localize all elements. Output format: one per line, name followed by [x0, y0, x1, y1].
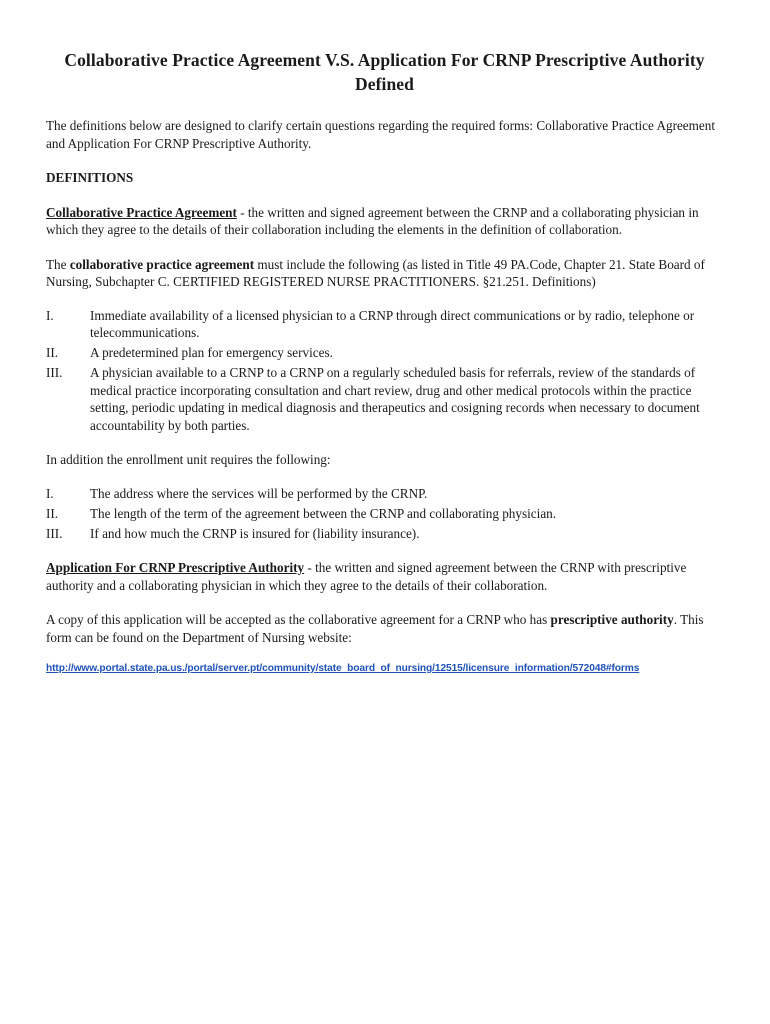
list-number: III. [46, 525, 63, 541]
definitions-heading: DEFINITIONS [46, 170, 134, 185]
page-title: Collaborative Practice Agreement V.S. Application For CRNP Prescriptive Authority Defined [64, 50, 705, 94]
cpa-definition-text: - the written and signed agreement between the CRNP and a collaborating physician in which they agree to the details of their collaboration including the elements in the definition of collaboration. [46, 204, 699, 237]
list-text: The address where the services will be performed by the CRNP. [90, 485, 428, 501]
list-item [46, 505, 723, 523]
list-number: III. [46, 365, 63, 380]
list-text: A predetermined plan for emergency services. [90, 345, 333, 360]
cpa-requirements-prefix: The [46, 256, 70, 272]
copy-note-suffix: . This form can be found on the Department of Nursing website: [46, 612, 704, 645]
intro-paragraph: The definitions below are designed to clarify certain questions regarding the required forms: Collaborative Practice Agreement and Application For CRNP Prescriptive Authority. [46, 118, 716, 151]
list-number: II. [46, 505, 59, 521]
cpa-requirements-list [46, 307, 723, 435]
cpa-definition [46, 204, 723, 239]
application-definition [46, 559, 723, 594]
list-text: If and how much the CRNP is insured for (liability insurance). [90, 525, 420, 541]
list-item [46, 525, 723, 543]
cpa-requirements-term: collaborative practice agreement [69, 256, 255, 272]
copy-note [46, 611, 723, 646]
cpa-requirements-suffix: must include the following (as listed in Title 49 PA.Code, Chapter 21. State Board of Nursing, Subchapter C. CERTIFIED REGISTERED NURSE PRACTITIONERS. §21.251. Definitions) [46, 256, 705, 289]
list-text: The length of the term of the agreement between the CRNP and collaborating physician. [90, 505, 557, 521]
cpa-requirements [46, 256, 723, 291]
list-item [46, 344, 723, 362]
list-item [46, 485, 723, 503]
application-definition-text: - the written and signed agreement between the CRNP with prescriptive authority and a collaborating physician in which they agree to the details of their collaboration. [46, 560, 687, 593]
cpa-term: Collaborative Practice Agreement [46, 204, 237, 220]
copy-note-prefix: A copy of this application will be accepted as the collaborative agreement for a CRNP who has [46, 612, 551, 627]
list-text: Immediate availability of a licensed physician to a CRNP through direct communications or by radio, telephone or telecommunications. [90, 307, 695, 340]
list-item [46, 307, 723, 342]
list-number: I. [46, 485, 54, 501]
enrollment-intro: In addition the enrollment unit requires the following: [46, 452, 331, 467]
copy-note-term: prescriptive authority [550, 612, 674, 627]
nursing-website-link[interactable]: http://www.portal.state.pa.us./portal/server.pt/community/state_board_of_nursing/12515/licensure_information/572048#forms [46, 663, 640, 674]
list-number: II. [46, 345, 59, 360]
list-number: I. [46, 307, 54, 323]
application-term: Application For CRNP Prescriptive Authority [46, 560, 305, 575]
list-text: A physician available to a CRNP to a CRNP on a regularly scheduled basis for referrals, review of the standards of medical practice incorporating consultation and chart review, drug and other medical protocols within the practice setting, periodic updating in medical diagnosis and therapeutics and cosigning records when necessary to document accountability by both parties. [90, 365, 700, 433]
list-item [46, 364, 723, 434]
enrollment-requirements-list [46, 485, 723, 543]
